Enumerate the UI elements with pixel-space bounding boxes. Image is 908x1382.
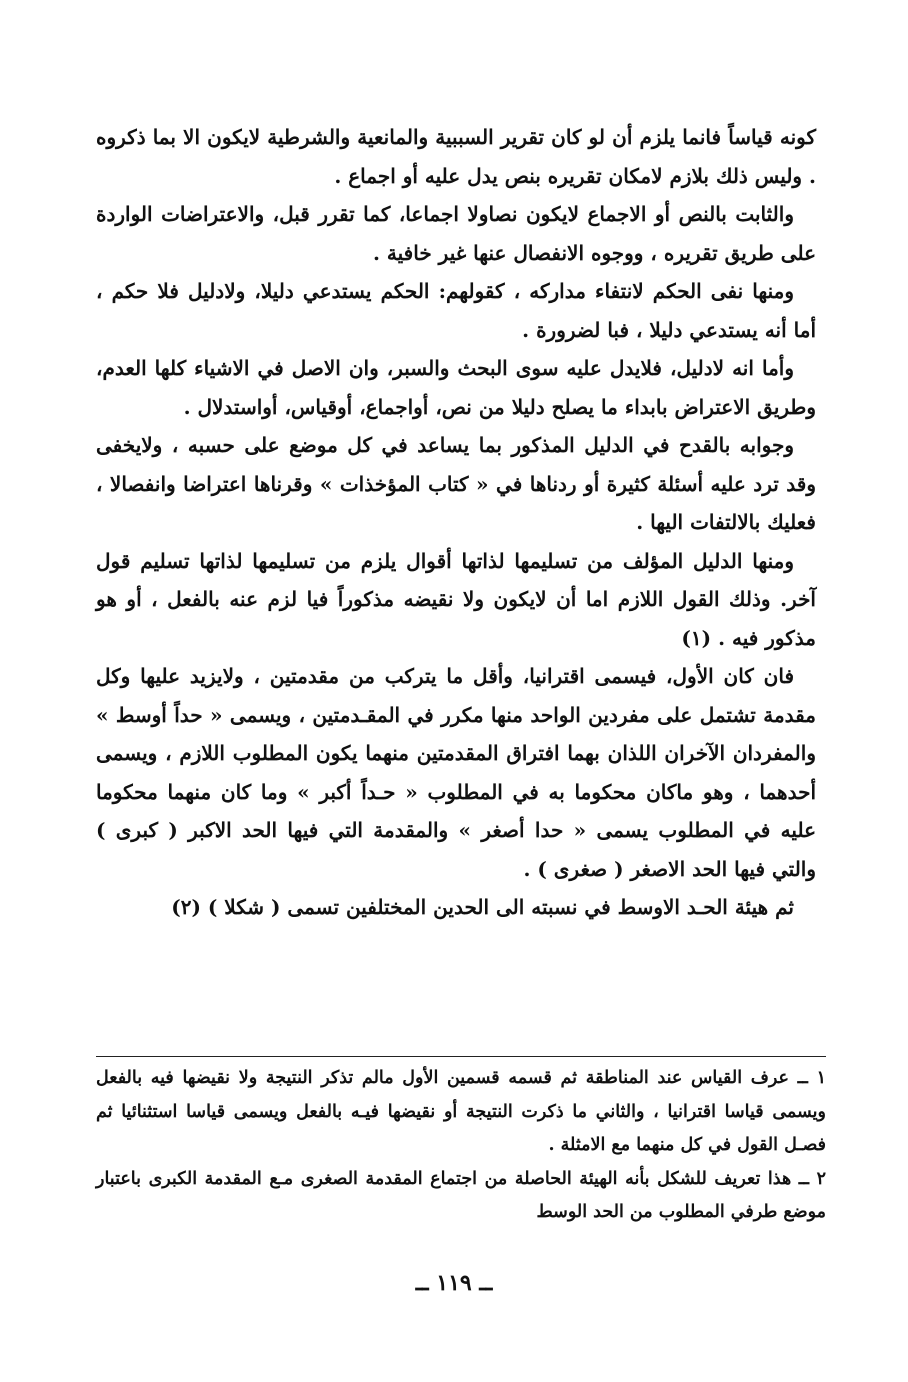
main-text xyxy=(96,118,816,927)
paragraph-8: ثم هيئة الحـد الاوسط في نسبته الى الحدين المختلفين تسمى ( شكلا ) (٢) xyxy=(171,895,794,919)
footnote-2: ٢ ــ هذا تعريف للشكل بأنه الهيئة الحاصلة من اجتماع المقدمة الصغرى مـع المقدمة الكبرى باعتبار موضع طرفي المطلوب من الحد الوسط xyxy=(96,1168,826,1222)
footnote-1: ١ ــ عرف القياس عند المناطقة ثم قسمه قسمين الأول مالم تذكر النتيجة ولا نقيضها فيه بالفعل ويسمى قياسا اقترانيا ، والثاني ما ذكرت النتيجة أو نقيضها فيـه بالفعل ويسمى قياسا استثنائيا ثم فصـل القول في كل منهما مع الامثلة . xyxy=(96,1068,826,1155)
footnotes xyxy=(96,1062,826,1230)
paragraph-5: وجوابه بالقدح في الدليل المذكور بما يساعد في كل موضع على حسبه ، ولايخفى وقد ترد عليه أسئلة كثيرة أو ردناها في « كتاب المؤخذات » وقرناها اعتراضا وانفصالا ، فعليك بالالتفات اليها . xyxy=(96,433,816,534)
paragraph-2: والثابت بالنص أو الاجماع لايكون نصاولا اجماعا، كما تقرر قبل، والاعتراضات الواردة على طريق تقريره ، ووجوه الانفصال عنها غير خافية . xyxy=(96,202,816,265)
paragraph-4: وأما انه لادليل، فلايدل عليه سوى البحث والسبر، وان الاصل في الاشياء كلها العدم، وطريق الاعتراض بابداء ما يصلح دليلا من نص، أواجماع، أوقياس، أواستدلال . xyxy=(96,356,816,419)
paragraph-7: فان كان الأول، فيسمى اقترانيا، وأقل ما يتركب من مقدمتين ، ولايزيد عليها وكل مقدمة تشتمل على مفردين الواحد منها مكرر في المقـدمتين ، ويسمى « حداً أوسط » والمفردان الآخران اللذان بهما افتراق المقدمتين منهما يكون المطلوب اللازم ، ويسمى أحدهما ، وهو ماكان محكوما به في المطلوب « حـداً أكبر » وما كان منهما محكوما عليه في المطلوب يسمى « حدا أصغر » والمقدمة التي فيها الحد الاكبر ( كبرى ) والتي فيها الحد الاصغر ( صغرى ) . xyxy=(96,664,816,881)
footnote-divider xyxy=(96,1056,826,1057)
paragraph-3: ومنها نفى الحكم لانتفاء مداركه ، كقولهم: الحكم يستدعي دليلا، ولادليل فلا حكم ، أما أنه يستدعي دليلا ، فبا لضرورة . xyxy=(96,279,816,342)
page-number: ــ ١١٩ ــ xyxy=(415,1270,493,1296)
paragraph-6: ومنها الدليل المؤلف من تسليمها لذاتها أقوال يلزم من تسليمها لذاتها تسليم قول آخر. وذلك القول اللازم اما أن لايكون ولا نقيضه مذكوراً فيا لزم عنه بالفعل ، أو هو مذكور فيه . (١) xyxy=(96,548,816,650)
paragraph-1: كونه قياساً فانما يلزم أن لو كان تقرير السببية والمانعية والشرطية لايكون الا بما ذكروه . وليس ذلك بلازم لامكان تقريره بنص يدل عليه أو اجماع . xyxy=(96,125,816,188)
